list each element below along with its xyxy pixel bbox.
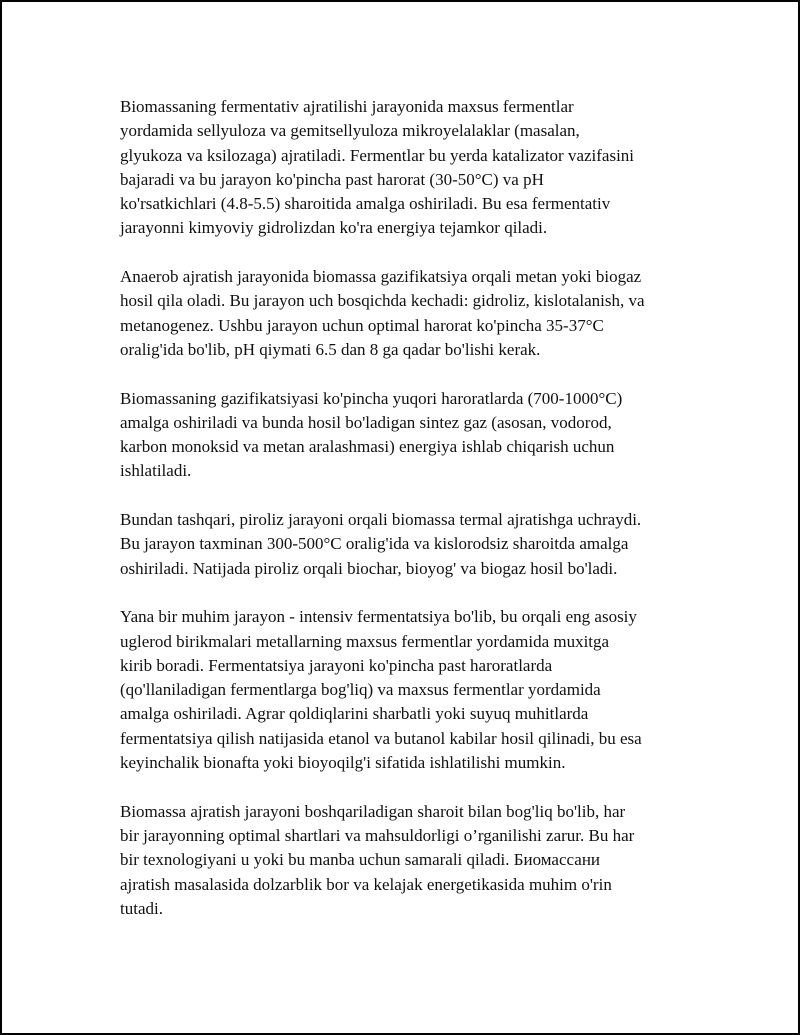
text-line: glyukoza va ksilozaga) ajratiladi. Fermentlar bu yerda katalizator vazifasini — [120, 145, 635, 165]
paragraph-5 — [120, 605, 695, 775]
text-line: Bu jarayon taxminan 300-500°C oralig'ida va kislorodsiz sharoitda amalga — [120, 534, 629, 554]
paragraph-4 — [120, 508, 695, 581]
text-line: bajaradi va bu jarayon ko'pincha past harorat (30-50°C) va pH — [120, 169, 544, 189]
text-line: ajratish masalasida dolzarblik bor va kelajak energetikasida muhim o'rin — [120, 874, 612, 894]
text-line: Bundan tashqari, piroliz jarayoni orqali biomassa termal ajratishga uchraydi. — [120, 510, 642, 530]
paragraph-2 — [120, 265, 695, 362]
text-line: ishlatiladi. — [120, 461, 192, 481]
text-line: (qo'llaniladigan fermentlarga bog'liq) va maxsus fermentlar yordamida — [120, 680, 601, 700]
text-line: metanogenez. Ushbu jarayon uchun optimal harorat ko'pincha 35-37°C — [120, 315, 604, 335]
text-line: uglerod birikmalari metallarning maxsus fermentlar yordamida muxitga — [120, 631, 610, 651]
document-body — [120, 95, 695, 945]
text-line: Yana bir muhim jarayon - intensiv fermentatsiya bo'lib, bu orqali eng asosiy — [120, 607, 637, 627]
text-line: karbon monoksid va metan aralashmasi) energiya ishlab chiqarish uchun — [120, 437, 615, 457]
text-line: amalga oshiriladi va bunda hosil bo'ladigan sintez gaz (asosan, vodorod, — [120, 412, 612, 432]
text-line: hosil qila oladi. Bu jarayon uch bosqichda kechadi: gidroliz, kislotalanish, va — [120, 291, 645, 311]
text-line: amalga oshiriladi. Agrar qoldiqlarini sharbatli yoki suyuq muhitlarda — [120, 704, 589, 724]
text-line: Biomassa ajratish jarayoni boshqariladigan sharoit bilan bog'liq bo'lib, har — [120, 801, 626, 821]
text-line: oralig'ida bo'lib, pH qiymati 6.5 dan 8 ga qadar bo'lishi kerak. — [120, 339, 541, 359]
text-line: Biomassaning fermentativ ajratilishi jarayonida maxsus fermentlar — [120, 97, 574, 116]
text-line: Biomassaning gazifikatsiyasi ko'pincha yuqori haroratlarda (700-1000°C) — [120, 388, 623, 408]
text-line: keyinchalik bionafta yoki bioyoqilg'i sifatida ishlatilishi mumkin. — [120, 753, 566, 773]
paragraph-6 — [120, 800, 695, 921]
text-line: tutadi. — [120, 898, 163, 918]
text-line: fermentatsiya qilish natijasida etanol va butanol kabilar hosil qilinadi, bu esa — [120, 728, 642, 748]
text-line: jarayonni kimyoviy gidrolizdan ko'ra energiya tejamkor qiladi. — [120, 218, 548, 238]
text-line: Anaerob ajratish jarayonida biomassa gazifikatsiya orqali metan yoki biogaz — [120, 267, 642, 287]
text-line: yordamida sellyuloza va gemitsellyuloza mikroyelalaklar (masalan, — [120, 121, 580, 141]
text-line: kirib boradi. Fermentatsiya jarayoni ko'pincha past haroratlarda — [120, 655, 553, 675]
text-line: ko'rsatkichlari (4.8-5.5) sharoitida amalga oshiriladi. Bu esa fermentativ — [120, 194, 611, 214]
text-line: bir texnologiyani u yoki bu manba uchun samarali qiladi. Биомассани — [120, 850, 601, 870]
text-line: bir jarayonning optimal shartlari va mahsuldorligi o’rganilishi zarur. Bu har — [120, 825, 635, 845]
text-line: oshiriladi. Natijada piroliz orqali biochar, bioyog' va biogaz hosil bo'ladi. — [120, 558, 618, 578]
paragraph-1 — [120, 95, 695, 241]
paragraph-3 — [120, 387, 695, 484]
